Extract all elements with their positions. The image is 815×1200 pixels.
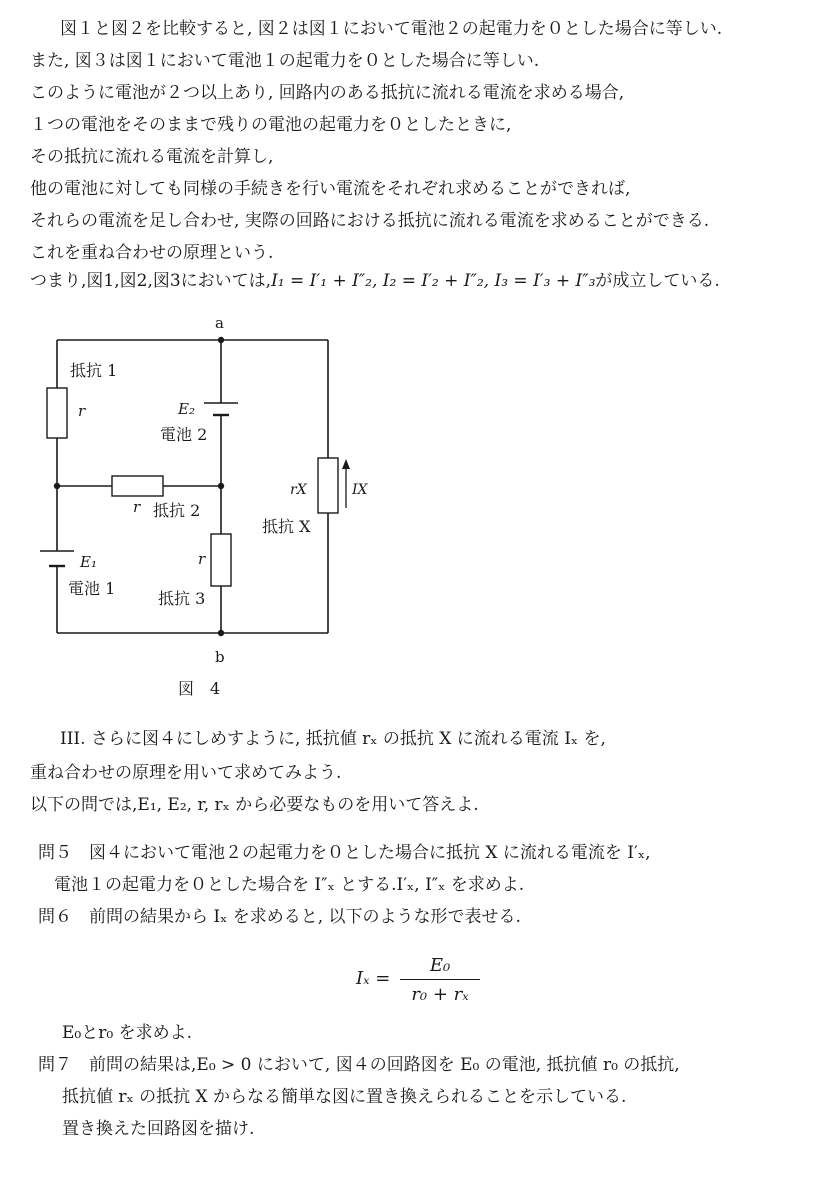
resistor-3-value: r [198, 550, 206, 568]
resistor-2-value: r [133, 498, 141, 516]
battery-1-symbol-label: E₁ [80, 553, 97, 571]
question-7-line-2: 抵抗値 rₓ の抵抗 X からなる簡単な図に置き換えられることを示している. [62, 1087, 627, 1107]
formula-lhs: Iₓ = [356, 968, 391, 989]
junction-b [218, 630, 224, 636]
node-a-label: a [215, 314, 224, 332]
question-5-line-1: 問５ 図４において電池２の起電力を０とした場合に抵抗 X に流れる電流を I′ₓ, [38, 843, 651, 863]
resistor-x-value: rX [290, 482, 307, 498]
question-7-line-1: 問７ 前問の結果は,E₀ > 0 において, 図４の回路図を E₀ の電池, 抵抗値 r₀ の抵抗, [38, 1055, 680, 1075]
question-6-line-1: 問６ 前問の結果から Iₓ を求めると, 以下のような形で表せる. [38, 907, 521, 927]
resistor-3 [211, 534, 231, 586]
resistor-3-label: 抵抗 3 [158, 589, 206, 608]
intro-line-4: １つの電池をそのままで残りの電池の起電力を０としたときに, [30, 115, 512, 135]
question-6-line-2: E₀とr₀ を求めよ. [62, 1023, 192, 1043]
current-x-label: IX [352, 482, 368, 498]
superposition-equation: I₁ = I′₁ + I″₂, I₂ = I′₂ + I″₂, I₃ = I′₃ + I″₃ [271, 271, 596, 291]
formula-fraction [400, 955, 480, 1005]
junction-left [54, 483, 60, 489]
intro-line-1: 図１と図２を比較すると, 図２は図１において電池２の起電力を０とした場合に等しい. [60, 19, 723, 39]
battery-2-symbol-label: E₂ [178, 400, 195, 418]
battery-1-symbol [40, 551, 74, 566]
circuit-diagram-figure-4 [0, 308, 815, 708]
junction-a [218, 337, 224, 343]
resistor-x [318, 458, 338, 513]
section-3-line-2: 重ね合わせの原理を用いて求めてみよう. [30, 763, 342, 783]
section-3-line-3: 以下の問では,E₁, E₂, r, rₓ から必要なものを用いて答えよ. [30, 795, 479, 815]
question-7-line-3: 置き換えた回路図を描け. [62, 1119, 255, 1139]
intro-line-9 [30, 270, 720, 292]
junction-center [218, 483, 224, 489]
intro-line-5: その抵抗に流れる電流を計算し, [30, 147, 274, 167]
resistor-2 [112, 476, 163, 496]
question-5-line-2: 電池１の起電力を０とした場合を I″ₓ とする.I′ₓ, I″ₓ を求めよ. [54, 875, 525, 895]
intro-line-8: これを重ね合わせの原理という. [30, 243, 274, 263]
intro-line-3: このように電池が２つ以上あり, 回路内のある抵抗に流れる電流を求める場合, [30, 83, 625, 103]
resistor-1 [47, 388, 67, 438]
resistor-x-label: 抵抗 X [262, 517, 311, 536]
resistor-1-value: r [78, 402, 86, 420]
battery-2-symbol [204, 403, 238, 415]
battery-2-label: 電池 2 [160, 425, 208, 444]
intro-line-6: 他の電池に対しても同様の手続きを行い電流をそれぞれ求めることができれば, [30, 179, 631, 199]
section-3-line-1: III. さらに図４にしめすように, 抵抗値 rₓ の抵抗 X に流れる電流 Iₓ を, [60, 729, 606, 749]
figure-caption: 図 4 [178, 679, 221, 698]
intro-line-7: それらの電流を足し合わせ, 実際の回路における抵抗に流れる電流を求めることができる. [30, 211, 710, 231]
current-arrow-icon [342, 459, 350, 508]
formula-numerator: E₀ [400, 955, 480, 980]
formula-denominator: r₀ + rₓ [411, 984, 469, 1005]
resistor-2-label: 抵抗 2 [153, 501, 201, 520]
intro-line-2: また, 図３は図１において電池１の起電力を０とした場合に等しい. [30, 51, 540, 71]
intro-line-9-suffix: が成立している. [595, 271, 720, 291]
node-b-label: b [215, 648, 225, 666]
intro-line-9-prefix: つまり,図1,図2,図3においては, [30, 271, 272, 291]
resistor-1-label: 抵抗 1 [70, 361, 118, 380]
battery-1-label: 電池 1 [68, 579, 116, 598]
